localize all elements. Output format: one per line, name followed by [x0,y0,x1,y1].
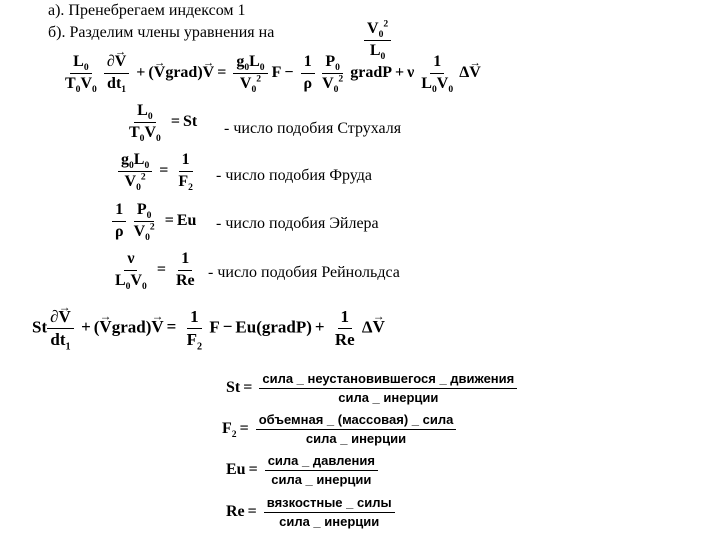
st-denominator: сила _ инерции [338,389,439,405]
eu-numerator: сила _ давления [265,454,378,471]
strouhal-caption: - число подобия Струхаля [224,120,402,137]
re-numerator: вязкостные _ силы [264,496,395,513]
re-definition: Re = $\frac{\text{вязкостные \_ силы}}{\text{сила \_ инерции}}$ [226,496,395,528]
euler-caption: - число подобия Эйлера [216,215,379,232]
st-numerator: сила _ неустановившегося _ движения [259,372,517,389]
divisor-formula: $\frac{V_0^2}{L_0}$ [364,21,391,60]
st-definition: St = $\frac{\text{сила \_ неустановившегося \_ движения}}{\text{сила \_ инерции}}$ [226,372,517,404]
f2-numerator: объемная _ (массовая) _ сила [256,413,457,430]
euler-formula: $\frac{1}{\rho}$ $\frac{P_0}{V_0^2}$ = Eu [112,202,196,241]
scaled-equation: $\frac{L_0}{T_0V_0}$ $\frac{\partial\to V}{dt_1}$ + (→ Vgrad)→ V = $\frac{g_0L_0}{V_0^2}$ F − $\frac{1}{\rho}$ $\frac{P_0}{V_0^2}$ gradP + ν $\frac{1}{L_0V_0}$ Δ→ V [62,54,481,93]
froude-caption: - число подобия Фруда [216,167,372,184]
eu-definition: Eu = $\frac{\text{сила \_ давления}}{\text{сила \_ инерции}}$ [226,454,378,486]
heading-line-b: б). Разделим члены уравнения на [48,24,275,41]
f2-denominator: сила _ инерции [305,430,407,446]
strouhal-formula: $\frac{L_0}{T_0V_0}$ = St [129,102,198,144]
reynolds-formula: $\frac{\nu}{L_0V_0}$ = $\frac{1}{Re}$ [115,250,195,292]
reynolds-caption: - число подобия Рейнольдса [208,264,400,281]
froude-formula: $\frac{g_0L_0}{V_0^2}$ = $\frac{1}{F_2}$ [118,152,196,191]
eu-denominator: сила _ инерции [271,471,372,487]
heading-line-a: а). Пренебрегаем индексом 1 [48,2,246,19]
similarity-equation: St $\frac{\partial\to V}{dt_1}$ + (→ Vgrad)→ V = $\frac{1}{F_2}$ F − Eu(gradP) + $\frac{1}{Re}$ Δ→ V [32,308,385,349]
st-symbol: St [182,112,198,130]
f2-definition: $F_2$ = $\frac{\text{объемная \_ (массовая) \_ сила}}{\text{сила \_ инерции}}$ [222,413,456,445]
re-denominator: сила _ инерции [279,513,380,529]
